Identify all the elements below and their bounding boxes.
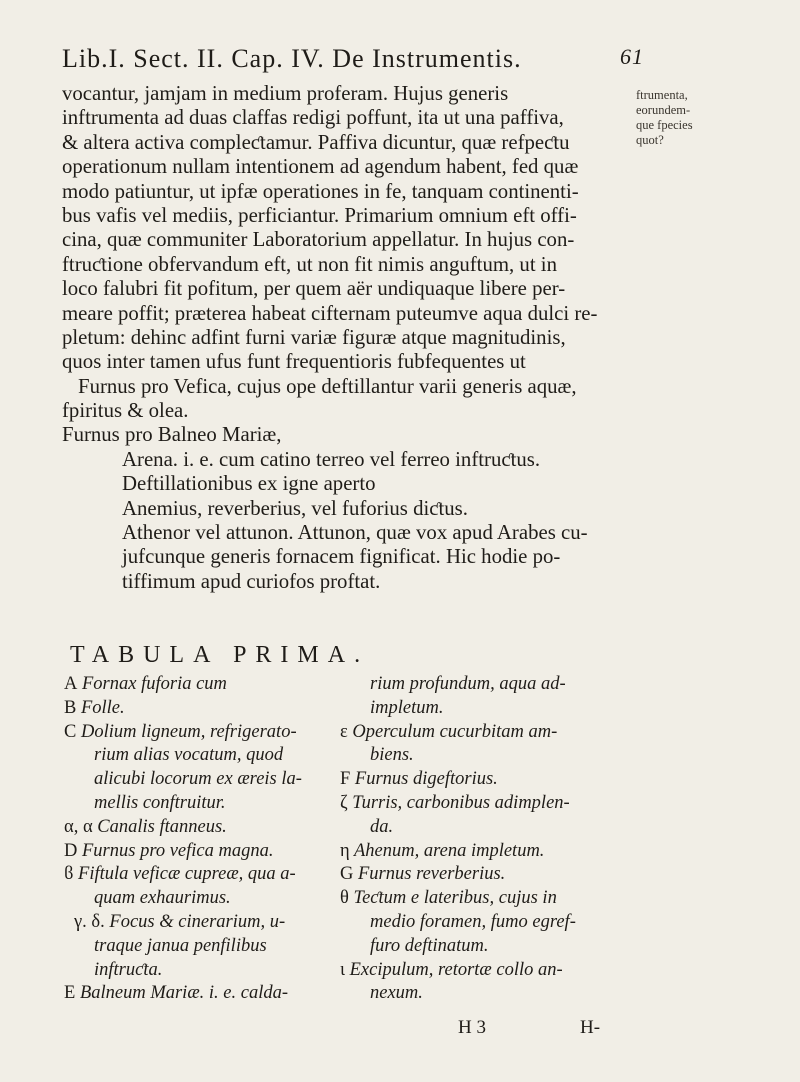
legend-key: B — [64, 697, 77, 718]
legend-entry — [340, 863, 640, 887]
legend-entry — [340, 982, 640, 1006]
legend-text: da. — [370, 816, 394, 837]
legend-entry — [340, 959, 640, 983]
legend-text: Canalis ftanneus. — [97, 816, 227, 837]
legend-text: rium profundum, aqua ad- — [370, 674, 566, 694]
legend-text: rium alias vocatum, quod — [94, 745, 284, 766]
text-line: operationum nullam intentionem ad agendum habent, fed quæ — [62, 155, 579, 179]
legend-key: C — [64, 721, 77, 742]
text-line: jufcunque generis fornacem fignificat. Hic hodie po- — [122, 545, 561, 569]
legend-text: quam exhaurimus. — [94, 888, 231, 909]
legend-entry — [64, 744, 354, 768]
legend-text: nexum. — [370, 983, 423, 1004]
signature-mark: H 3 — [458, 1017, 486, 1038]
legend-entry — [64, 768, 354, 792]
text-line: Anemius, reverberius, vel fuforius diƈtus. — [122, 496, 468, 520]
legend-entry — [64, 863, 354, 887]
legend-key: ζ — [340, 792, 348, 813]
text-line: Deftillationibus ex igne aperto — [122, 472, 376, 496]
legend-text: Excipulum, retortæ collo an- — [349, 959, 563, 980]
legend-entry — [64, 982, 354, 1006]
text-line: bus vafis vel mediis, perficiantur. Primarium omnium eft offi- — [62, 203, 577, 227]
legend-entry — [340, 673, 640, 697]
legend-entry — [340, 744, 640, 768]
legend-key: E — [64, 983, 76, 1004]
text-line: Furnus pro Vefica, cujus ope deftillantur varii generis aquæ, — [78, 374, 577, 398]
text-line: cina, quæ communiter Laboratorium appellatur. In hujus con- — [62, 228, 575, 252]
legend-entry — [64, 911, 354, 935]
text-line: inftrumenta ad duas claffas redigi poffunt, ita ut una paffiva, — [62, 106, 564, 130]
text-line: Arena. i. e. cum catino terreo vel ferreo inftruƈtus. — [122, 447, 541, 471]
text-line: ftruƈtione obfervandum eft, ut non fit nimis anguftum, ut in — [62, 252, 557, 276]
text-line: Athenor vel attunon. Attunon, quæ vox apud Arabes cu- — [122, 521, 588, 545]
legend-text: Furnus digeftorius. — [354, 769, 498, 790]
legend-text: inftruƈta. — [94, 959, 163, 980]
legend-text: Focus & cinerarium, u- — [109, 911, 286, 932]
legend-key: F — [340, 769, 351, 790]
legend-text: impletum. — [370, 697, 444, 718]
tabula-legend-right — [340, 673, 640, 1006]
legend-entry — [64, 792, 354, 816]
legend-entry — [340, 816, 640, 840]
legend-entry — [64, 840, 354, 864]
legend-key: θ — [340, 888, 349, 909]
legend-entry — [340, 697, 640, 721]
text-line: pletum: dehinc adfint furni variæ figuræ atque magnitudinis, — [62, 325, 566, 349]
legend-entry — [340, 768, 640, 792]
legend-entry — [64, 959, 354, 983]
legend-key: γ. δ. — [74, 911, 105, 932]
legend-key: α, α — [64, 816, 93, 837]
legend-text: Balneum Mariæ. i. e. calda- — [79, 983, 289, 1004]
text-line: Furnus pro Balneo Mariæ, — [62, 423, 282, 447]
running-head-title: Lib.I. Sect. II. Cap. IV. De Instrumentis. — [62, 44, 522, 73]
legend-key: D — [64, 840, 78, 861]
legend-text: Turris, carbonibus adimplen- — [352, 792, 570, 813]
text-line: vocantur, jamjam in medium proferam. Hujus generis — [62, 82, 509, 105]
tabula-legend-left — [64, 673, 354, 1006]
legend-text: biens. — [370, 745, 414, 766]
legend-text: mellis conftruitur. — [94, 792, 226, 813]
legend-text: alicubi locorum ex æreis la- — [94, 769, 302, 790]
legend-text: Folle. — [80, 697, 125, 718]
legend-key: G — [340, 864, 354, 885]
page-number: 61 — [620, 44, 644, 69]
legend-entry — [340, 721, 640, 745]
margin-note-line: quot? — [636, 133, 664, 147]
legend-text: Operculum cucurbitam am- — [352, 721, 558, 742]
legend-entry — [64, 673, 354, 697]
body-text — [62, 82, 622, 594]
legend-entry — [64, 816, 354, 840]
legend-text: medio foramen, fumo egref- — [370, 911, 576, 932]
legend-text: furo deftinatum. — [370, 935, 489, 956]
legend-entry — [64, 887, 354, 911]
legend-entry — [340, 840, 640, 864]
legend-entry — [340, 887, 640, 911]
text-line: fpiritus & olea. — [62, 399, 189, 423]
margin-note — [636, 88, 726, 148]
legend-key: ε — [340, 721, 348, 742]
text-line: modo patiuntur, ut ipfæ operationes in fe, tanquam continenti- — [62, 179, 579, 203]
legend-entry — [64, 721, 354, 745]
legend-key: A — [64, 674, 78, 694]
text-line: & altera activa compleƈtamur. Paffiva dicuntur, quæ refpeƈtu — [62, 130, 570, 154]
legend-text: Furnus reverberius. — [358, 864, 506, 885]
legend-text: Fiftula veficæ cupreæ, qua a- — [78, 864, 296, 885]
text-line: loco falubri fit pofitum, per quem aër undiquaque libere per- — [62, 277, 566, 301]
margin-note-line: ftrumenta, — [636, 88, 688, 102]
legend-entry — [340, 935, 640, 959]
legend-entry — [64, 935, 354, 959]
legend-text: Dolium ligneum, refrigerato- — [80, 721, 297, 742]
legend-entry — [340, 792, 640, 816]
margin-note-line: que fpecies — [636, 118, 693, 132]
tabula-title: TABULA PRIMA. — [70, 642, 370, 668]
legend-entry — [340, 911, 640, 935]
legend-key: ϐ — [64, 864, 74, 885]
running-head — [62, 44, 644, 74]
text-line: quos inter tamen ufus funt frequentioris fubfequentes ut — [62, 350, 526, 374]
text-line: tiffimum apud curiofos proftat. — [122, 569, 381, 593]
legend-text: traque janua penfilibus — [94, 935, 267, 956]
legend-key: η — [340, 840, 350, 861]
legend-text: Fornax fuforia cum — [82, 674, 227, 694]
legend-key: ι — [340, 959, 345, 980]
legend-entry — [64, 697, 354, 721]
margin-note-line: eorundem- — [636, 103, 691, 117]
text-line: meare poffit; præterea habeat cifternam puteumve aqua dulci re- — [62, 301, 598, 325]
legend-text: Furnus pro vefica magna. — [82, 840, 274, 861]
legend-text: Teƈtum e lateribus, cujus in — [353, 888, 557, 909]
legend-text: Ahenum, arena impletum. — [353, 840, 545, 861]
catchword: H- — [580, 1017, 601, 1038]
